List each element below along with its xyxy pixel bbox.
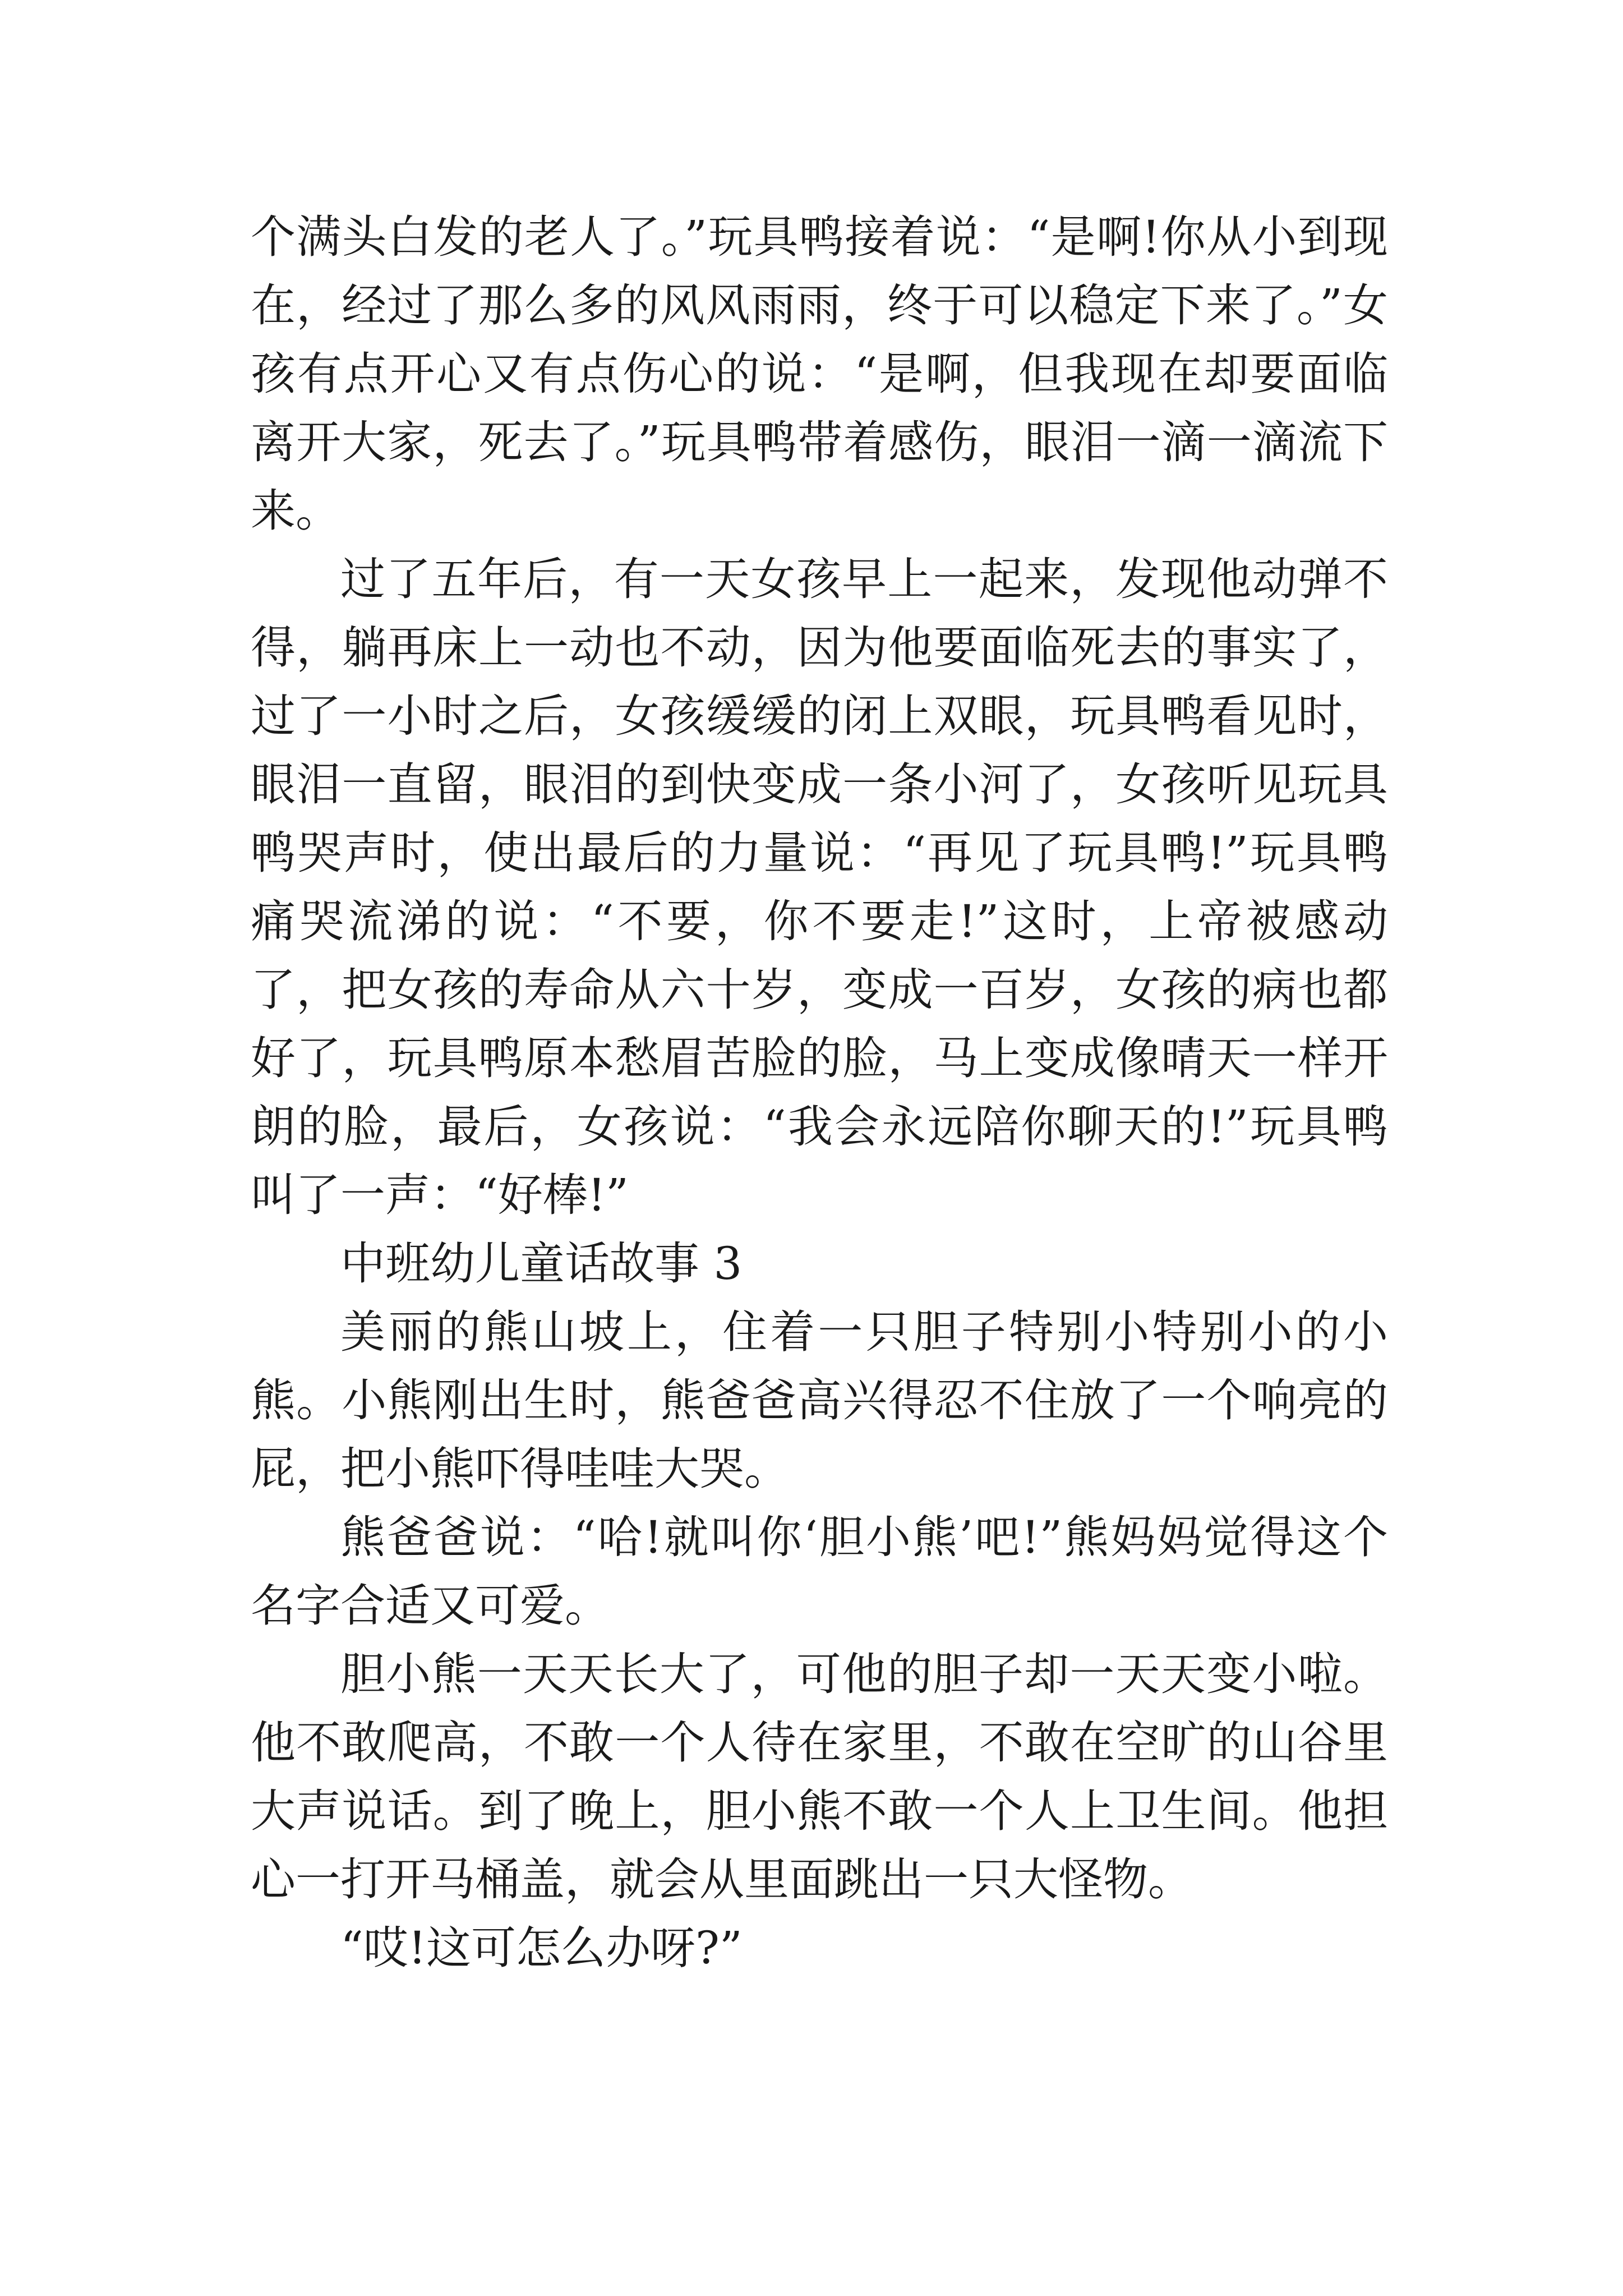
story-paragraph: 个满头白发的老人了。”玩具鸭接着说：“是啊!你从小到现在，经过了那么多的风风雨雨，终于可以稳定下来了。”女孩有点开心又有点伤心的说：“是啊，但我现在却要面临离开大家，死去了。”玩具鸭带着感伤，眼泪一滴一滴流下来。 (251, 211, 1388, 537)
story-paragraph: “哎!这可怎么办呀?” (340, 1922, 743, 1974)
story-paragraph: 胆小熊一天天长大了，可他的胆子却一天天变小啦。他不敢爬高，不敢一个人待在家里，不敢在空旷的山谷里大声说话。到了晚上，胆小熊不敢一个人上卫生间。他担心一打开马桶盖，就会从里面跳出一只大怪物。 (251, 1648, 1388, 1906)
story-paragraph: 美丽的熊山坡上，住着一只胆子特别小特别小的小熊。小熊刚出生时，熊爸爸高兴得忍不住放了一个响亮的屁，把小熊吓得哇哇大哭。 (251, 1306, 1388, 1495)
story-paragraph: 熊爸爸说：“哈!就叫你‘胆小熊’吧!”熊妈妈觉得这个名字合适又可爱。 (251, 1511, 1388, 1632)
section-title: 中班幼儿童话故事 3 (340, 1237, 743, 1290)
story-paragraph: 过了五年后，有一天女孩早上一起来，发现他动弹不得，躺再床上一动也不动，因为他要面临死去的事实了，过了一小时之后，女孩缓缓的闭上双眼，玩具鸭看见时，眼泪一直留，眼泪的到快变成一条小河了，女孩听见玩具鸭哭声时，使出最后的力量说：“再见了玩具鸭!”玩具鸭痛哭流涕的说：“不要，你不要走!”这时，上帝被感动了，把女孩的寿命从六十岁，变成一百岁，女孩的病也都好了，玩具鸭原本愁眉苦脸的脸，马上变成像晴天一样开朗的脸，最后，女孩说：“我会永远陪你聊天的!”玩具鸭叫了一声：“好棒!” (251, 553, 1388, 1221)
document-body (251, 203, 1388, 1982)
